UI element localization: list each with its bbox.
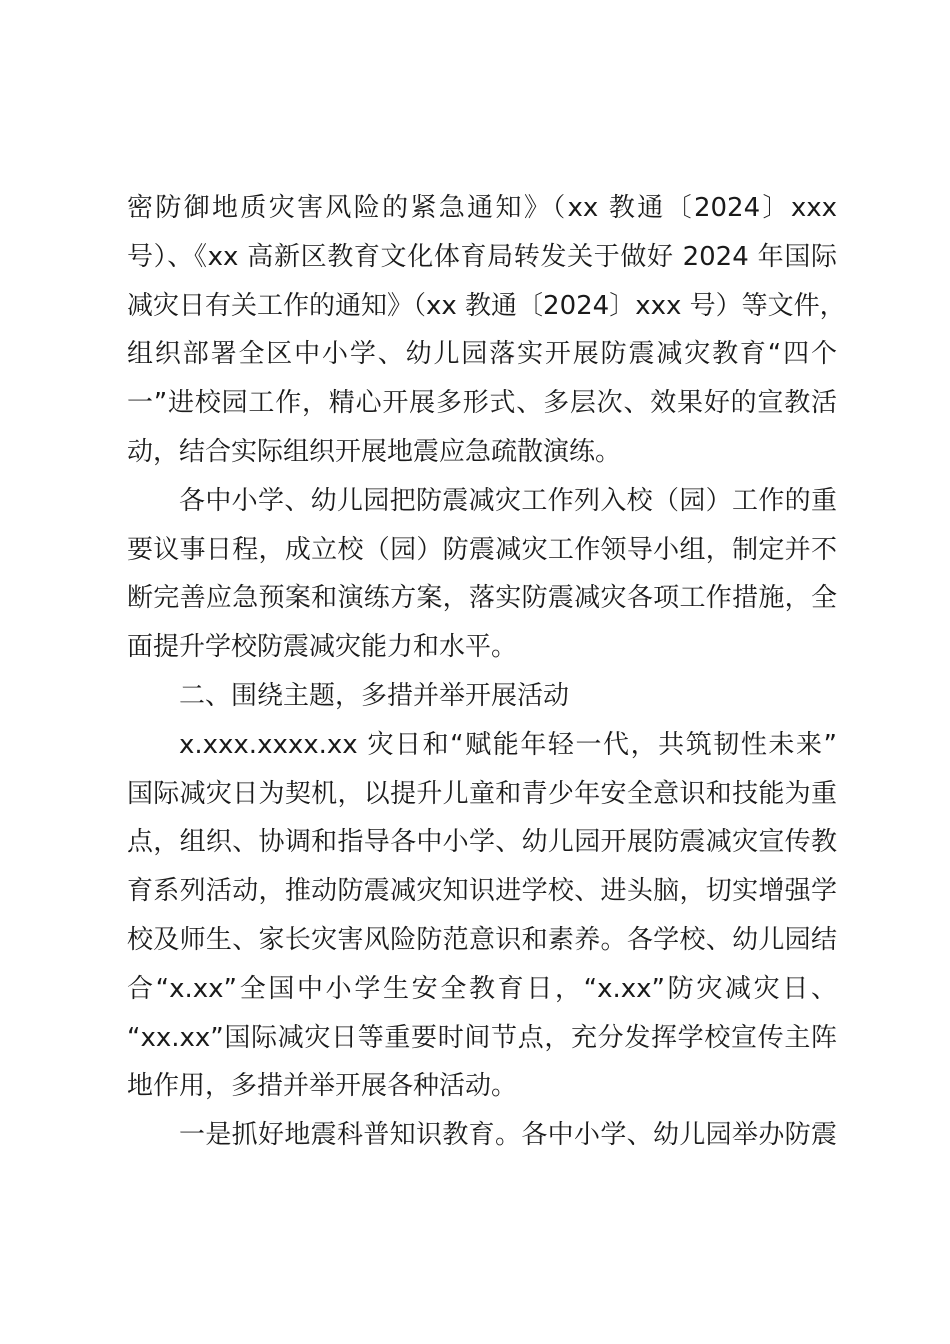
paragraph-line: 合“x.xx”全国中小学生安全教育日，“x.xx”防灾减灾日、 [127, 973, 837, 1004]
section-heading-text: 二、围绕主题，多措并举开展活动 [179, 680, 570, 711]
paragraph-line: 校及师生、家长灾害风险防范意识和素养。各学校、幼儿园结 [127, 924, 837, 955]
paragraph-line: 减灾日有关工作的通知》（xx 教通〔2024〕xxx 号）等文件， [127, 290, 846, 321]
paragraph-line: 点，组织、协调和指导各中小学、幼儿园开展防震减灾宣传教 [127, 827, 837, 858]
paragraph-line: “xx.xx”国际减灾日等重要时间节点，充分发挥学校宣传主阵 [127, 1022, 837, 1053]
paragraph-line: 一”进校园工作，精心开展多形式、多层次、效果好的宣教活 [127, 388, 837, 419]
document-body [127, 184, 846, 1160]
paragraph-line: 要议事日程，成立校（园）防震减灾工作领导小组，制定并不 [127, 534, 837, 565]
paragraph-2 [127, 477, 837, 672]
paragraph-line: 动，结合实际组织开展地震应急疏散演练。 [127, 436, 622, 467]
paragraph-line: 面提升学校防震减灾能力和水平。 [127, 632, 518, 663]
paragraph-line: 各中小学、幼儿园把防震减灾工作列入校（园）工作的重 [179, 485, 837, 516]
paragraph-line: 育系列活动，推动防震减灾知识进学校、进头脑，切实增强学 [127, 876, 837, 907]
paragraph-1 [127, 184, 846, 477]
paragraph-line: 组织部署全区中小学、幼儿园落实开展防震减灾教育“四个 [127, 339, 837, 370]
paragraph-line: 国际减灾日为契机，以提升儿童和青少年安全意识和技能为重 [127, 778, 837, 809]
paragraph-line: 号）、《xx 高新区教育文化体育局转发关于做好 2024 年国际 [127, 241, 837, 272]
paragraph-line: 密防御地质灾害风险的紧急通知》（xx 教通〔2024〕xxx [127, 193, 837, 223]
paragraph-line: 地作用，多措并举开展各种活动。 [127, 1071, 518, 1102]
paragraph-line: 断完善应急预案和演练方案，落实防震减灾各项工作措施，全 [127, 583, 837, 614]
paragraph-line: 一是抓好地震科普知识教育。各中小学、幼儿园举办防震 [179, 1120, 837, 1151]
section-heading [127, 672, 837, 721]
paragraph-line: x.xxx.xxxx.xx 灾日和“赋能年轻一代，共筑韧性未来” [179, 729, 837, 760]
paragraph-3 [127, 721, 837, 1111]
paragraph-4 [127, 1111, 837, 1160]
